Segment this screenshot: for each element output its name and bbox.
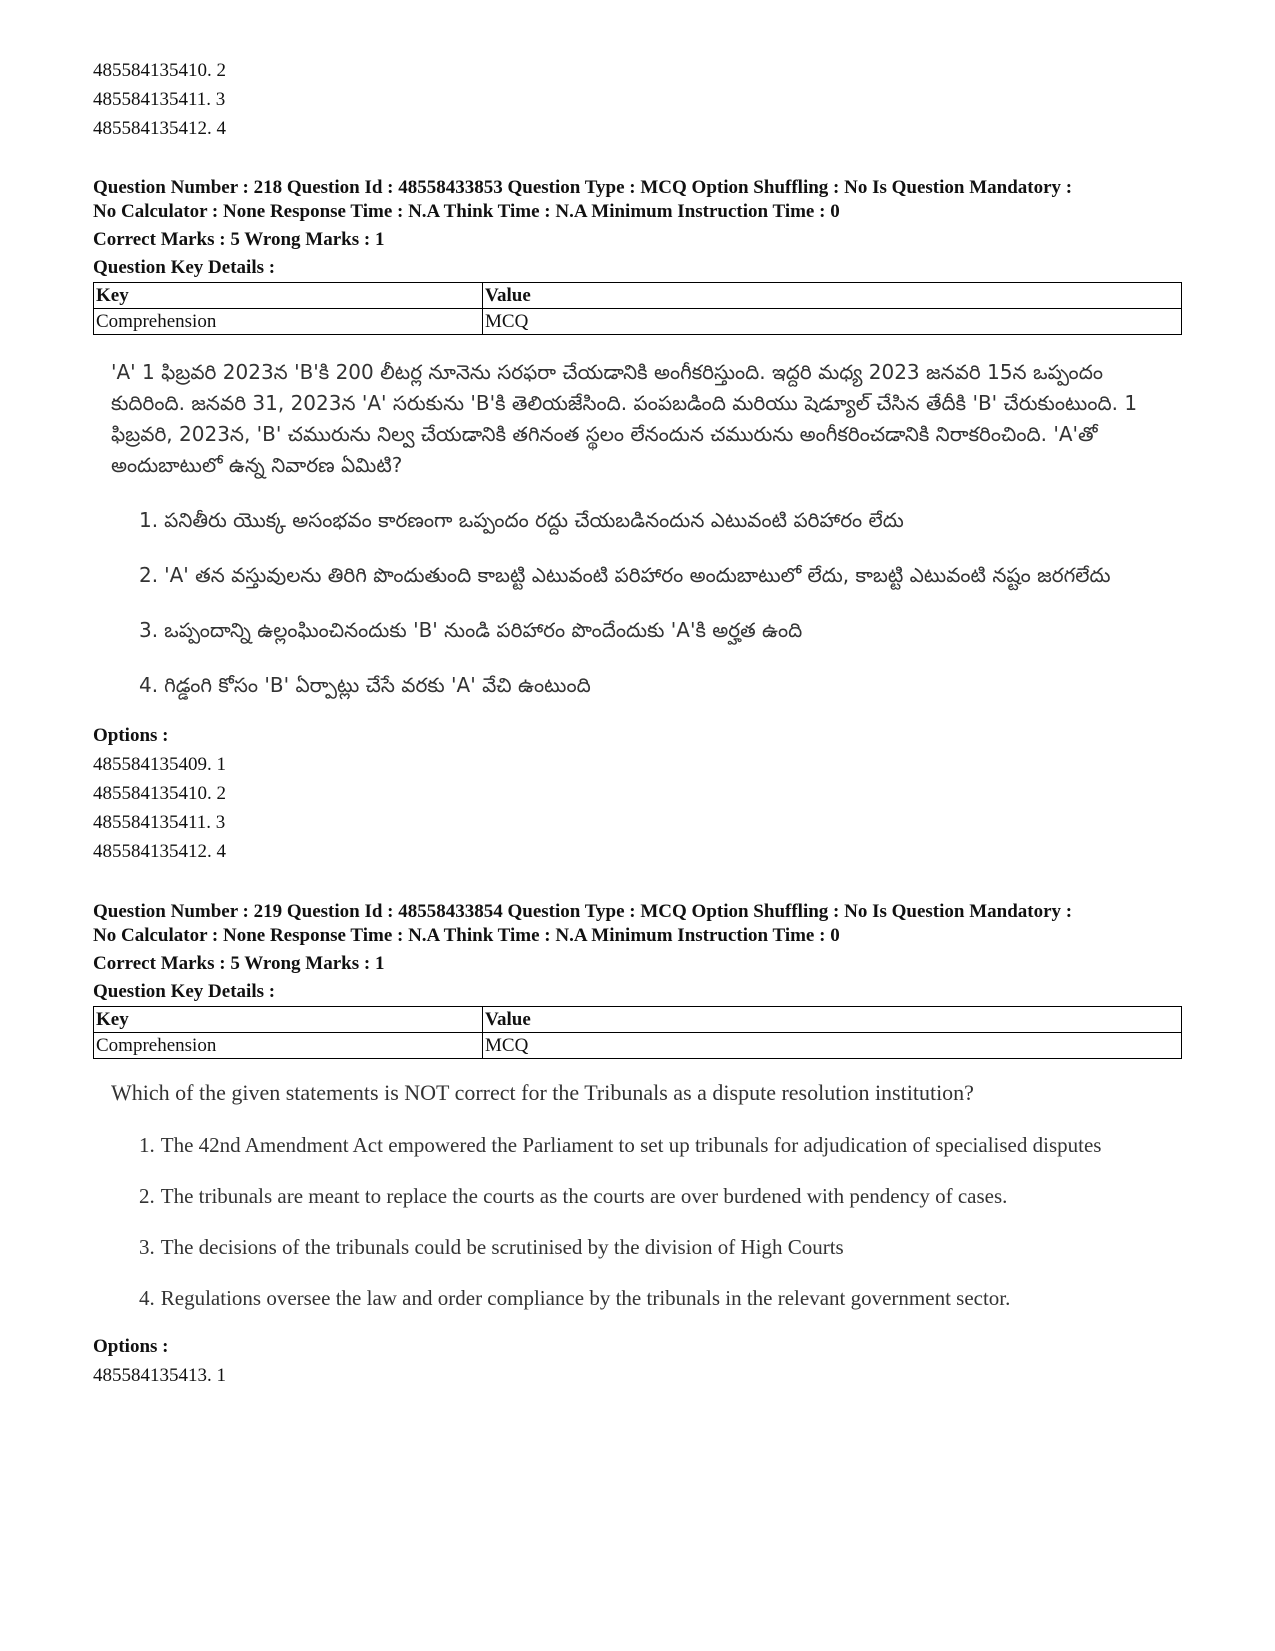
choice-number: 2. xyxy=(139,563,159,587)
question-block-218 xyxy=(93,176,1183,866)
top-options-list xyxy=(93,56,1183,143)
option-id-line: 485584135411. 3 xyxy=(93,812,226,833)
choice-text: The tribunals are meant to replace the courts as the courts are over burdened with pendency of cases. xyxy=(160,1184,1008,1208)
table-row xyxy=(94,309,1182,335)
table-header-key: Key xyxy=(94,283,483,309)
choice-item xyxy=(139,1183,1123,1210)
table-header-value: Value xyxy=(483,1007,1182,1033)
choice-item xyxy=(139,1285,1123,1312)
choice-item xyxy=(139,505,1123,536)
option-id-line: 485584135412. 4 xyxy=(93,841,226,862)
question-meta-line1: Question Number : 219 Question Id : 48558433854 Question Type : MCQ Option Shuffling : No Is Question Mandatory : xyxy=(93,901,1073,922)
choice-number: 1. xyxy=(139,508,159,532)
table-header-row xyxy=(94,283,1182,309)
choice-number: 1. xyxy=(139,1133,155,1157)
table-header-value: Value xyxy=(483,283,1182,309)
choice-number: 2. xyxy=(139,1184,155,1208)
question-text: Which of the given statements is NOT correct for the Tribunals as a dispute resolution institution? xyxy=(111,1080,974,1105)
choice-number: 3. xyxy=(139,1235,155,1259)
marks-line: Correct Marks : 5 Wrong Marks : 1 xyxy=(93,229,385,250)
option-id-line: 485584135409. 1 xyxy=(93,754,226,775)
option-id-line: 485584135412. 4 xyxy=(93,118,226,139)
question-text: 'A' 1 ఫిబ్రవరి 2023న 'B'కి 200 లీటర్ల నూనెను సరఫరా చేయడానికి అంగీకరిస్తుంది. ఇద్దరి మధ్య 2023 జనవరి 15న ఒప్పందం కుదిరింది. జనవరి 31, 2023న 'A' సరుకును 'B'కి తెలియజేసింది. పంపబడింది మరియు షెడ్యూల్ చేసిన తేదీకి 'B' చేరుకుంటుంది. 1 ఫిబ్రవరి, 2023న, 'B' చమురును నిల్వ చేయడానికి తగినంత స్థలం లేనందున చమురును అంగీకరించడానికి నిరాకరించింది. 'A'తో అందుబాటులో ఉన్న నివారణ ఏమిటి? xyxy=(111,360,1138,477)
table-cell-key: Comprehension xyxy=(94,309,483,335)
choice-text: 'A' తన వస్తువులను తిరిగి పొందుతుంది కాబట్టి ఎటువంటి పరిహారం అందుబాటులో లేదు, కాబట్టి ఎటువంటి నష్టం జరగలేదు xyxy=(164,563,1111,587)
choice-text: Regulations oversee the law and order compliance by the tribunals in the relevant government sector. xyxy=(160,1286,1011,1310)
options-label: Options : xyxy=(93,1336,169,1357)
key-details-table xyxy=(93,1006,1182,1059)
choice-item xyxy=(139,1234,1123,1261)
choice-item xyxy=(139,1132,1123,1159)
choice-number: 4. xyxy=(139,1286,155,1310)
choice-text: The 42nd Amendment Act empowered the Parliament to set up tribunals for adjudication of specialised disputes xyxy=(160,1133,1102,1157)
option-id-line: 485584135413. 1 xyxy=(93,1365,226,1386)
option-id-line: 485584135411. 3 xyxy=(93,89,226,110)
question-meta-line1: Question Number : 218 Question Id : 48558433853 Question Type : MCQ Option Shuffling : No Is Question Mandatory : xyxy=(93,177,1073,198)
question-meta-line2: No Calculator : None Response Time : N.A Think Time : N.A Minimum Instruction Time : 0 xyxy=(93,201,840,222)
marks-line: Correct Marks : 5 Wrong Marks : 1 xyxy=(93,953,385,974)
table-header-key: Key xyxy=(94,1007,483,1033)
choice-item xyxy=(139,670,1123,701)
choice-text: పనితీరు యొక్క అసంభవం కారణంగా ఒప్పందం రద్దు చేయబడినందున ఎటువంటి పరిహారం లేదు xyxy=(164,508,904,532)
table-cell-value: MCQ xyxy=(483,309,1182,335)
options-label: Options : xyxy=(93,725,169,746)
table-header-row xyxy=(94,1007,1182,1033)
choice-item xyxy=(139,560,1123,591)
choice-text: ఒప్పందాన్ని ఉల్లంఘించినందుకు 'B' నుండి పరిహారం పొందేందుకు 'A'కి అర్హత ఉంది xyxy=(164,618,803,642)
question-block-219 xyxy=(93,900,1183,1390)
choice-text: గిడ్డంగి కోసం 'B' ఏర్పాట్లు చేసే వరకు 'A' వేచి ఉంటుంది xyxy=(164,673,591,697)
option-id-line: 485584135410. 2 xyxy=(93,60,226,81)
question-meta-line2: No Calculator : None Response Time : N.A Think Time : N.A Minimum Instruction Time : 0 xyxy=(93,925,840,946)
document-page xyxy=(93,56,1183,1390)
table-cell-key: Comprehension xyxy=(94,1033,483,1059)
choice-number: 4. xyxy=(139,673,159,697)
key-details-table xyxy=(93,282,1182,335)
option-id-line: 485584135410. 2 xyxy=(93,783,226,804)
choice-item xyxy=(139,615,1123,646)
choice-list xyxy=(93,1132,1183,1312)
key-details-label: Question Key Details : xyxy=(93,257,276,278)
choice-text: The decisions of the tribunals could be scrutinised by the division of High Courts xyxy=(160,1235,844,1259)
table-row xyxy=(94,1033,1182,1059)
table-cell-value: MCQ xyxy=(483,1033,1182,1059)
key-details-label: Question Key Details : xyxy=(93,981,276,1002)
choice-list xyxy=(93,505,1183,701)
choice-number: 3. xyxy=(139,618,159,642)
